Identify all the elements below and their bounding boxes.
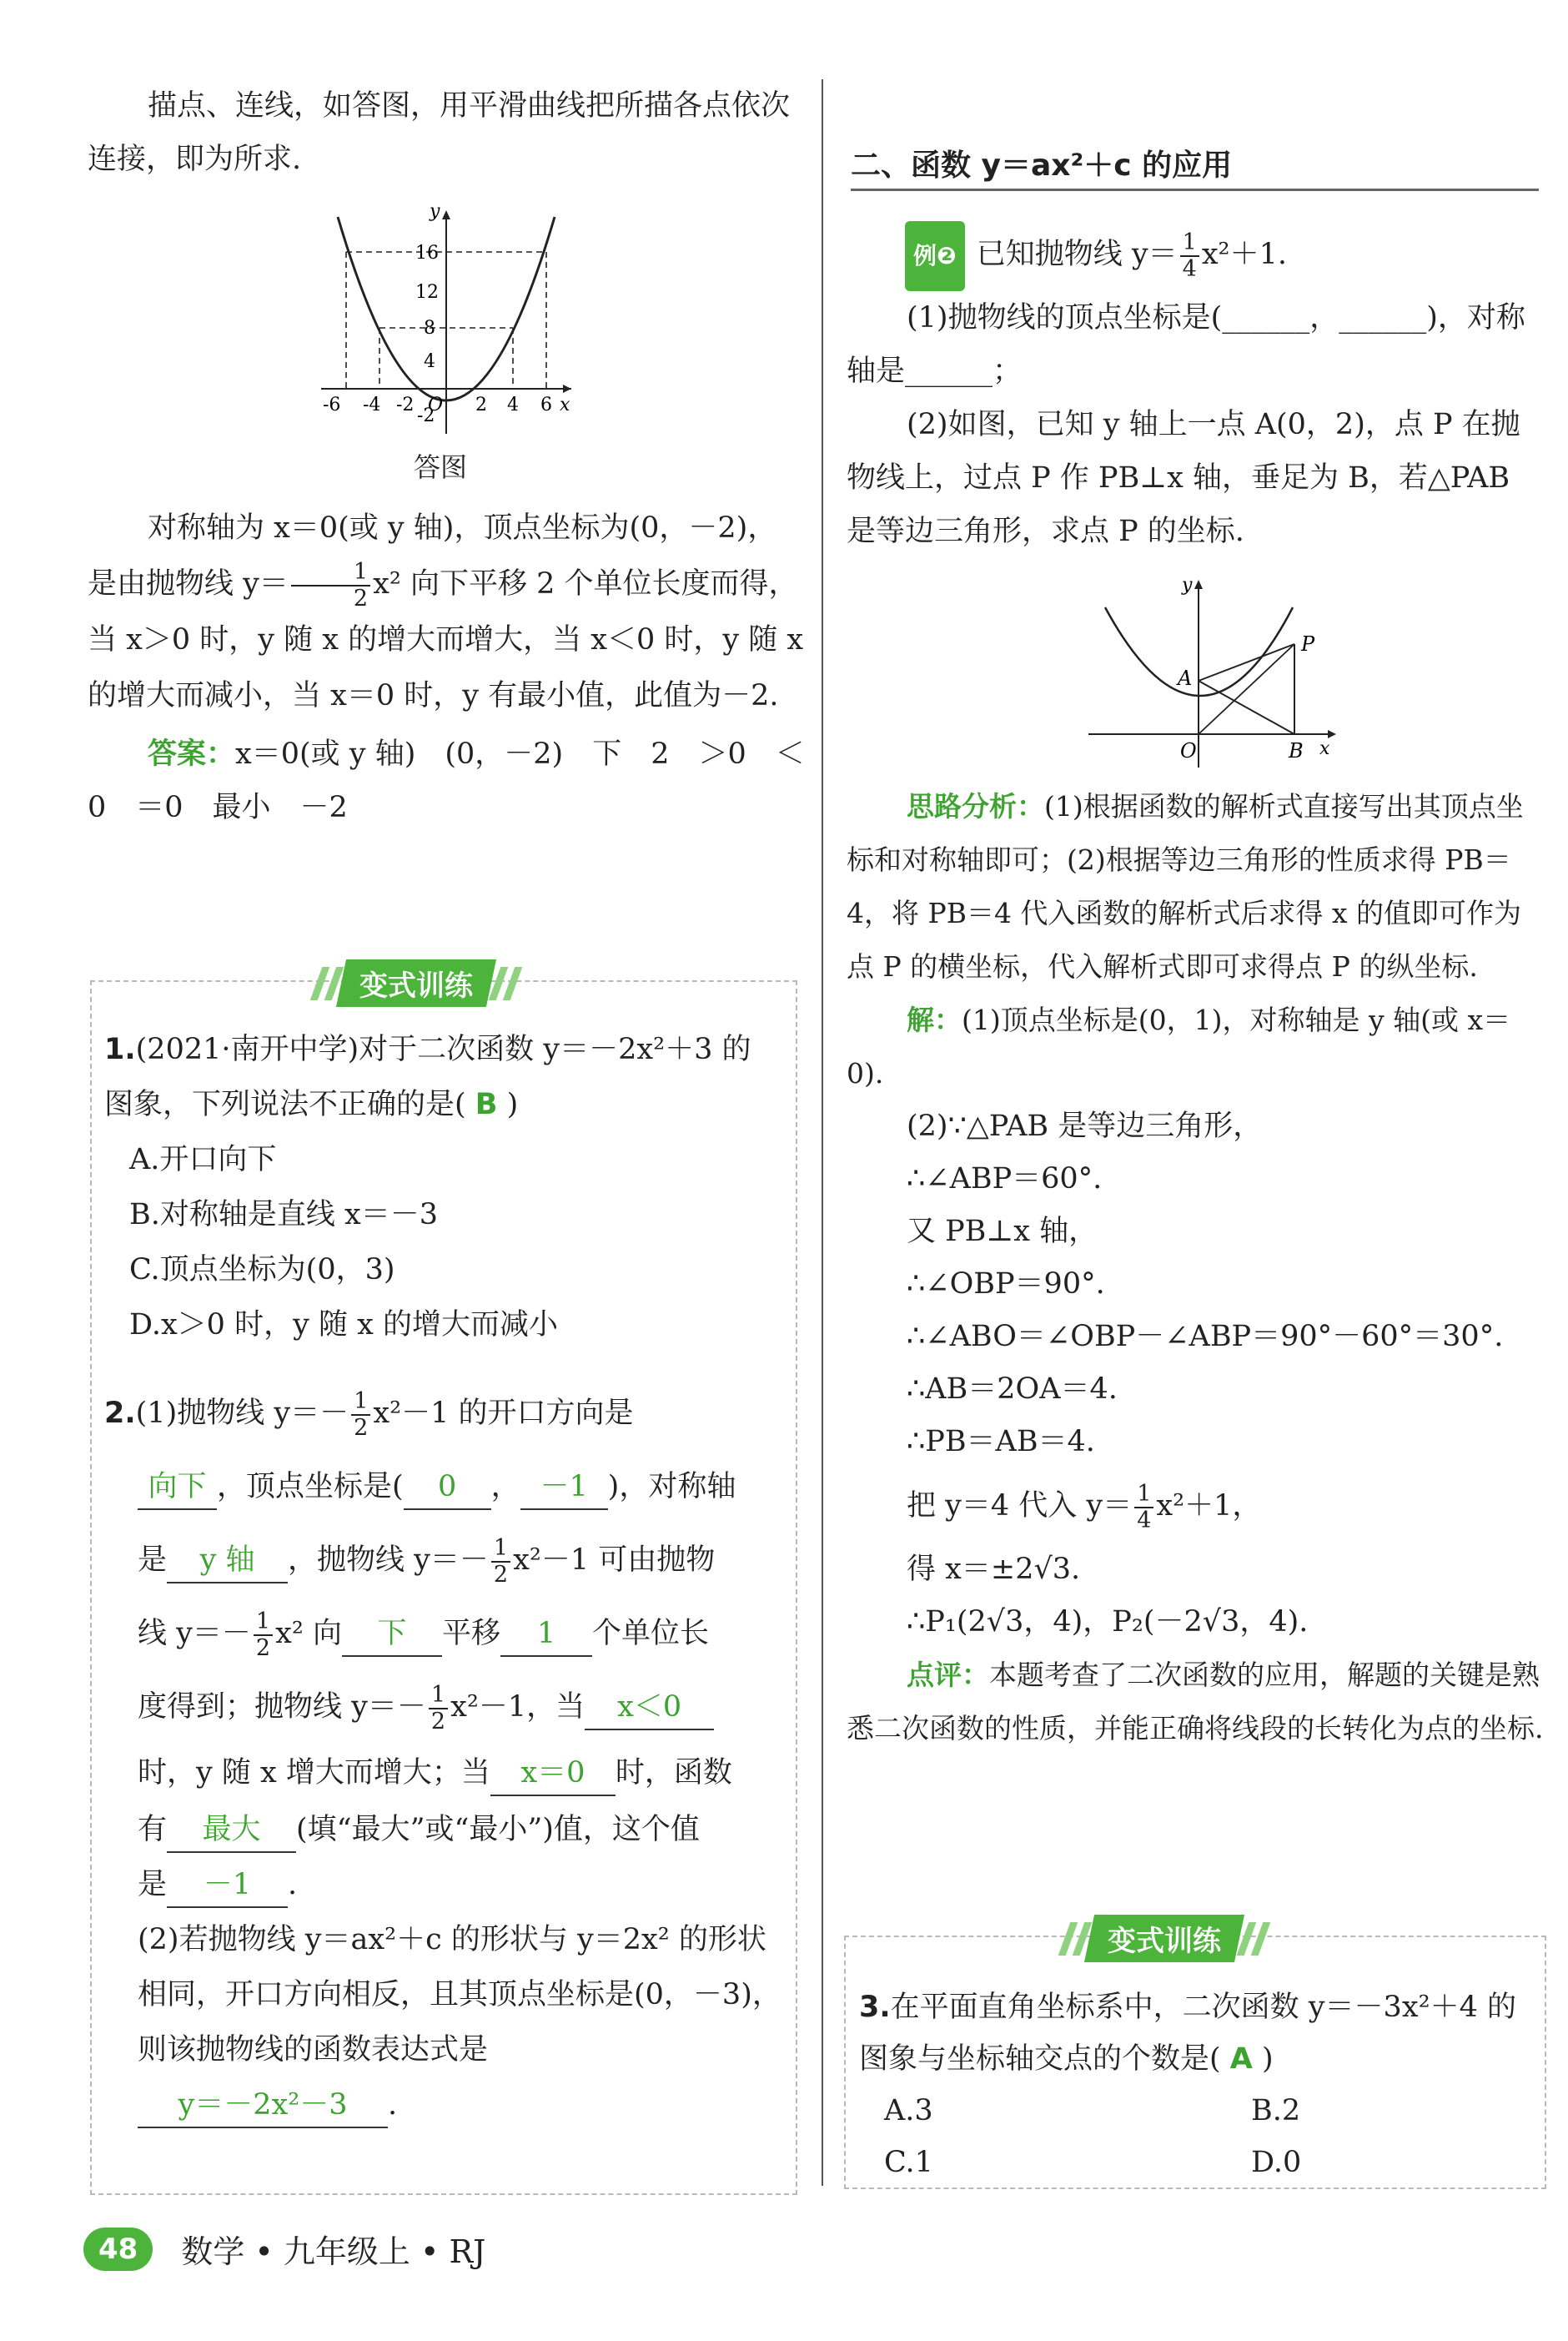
fraction-half: $\frac{1}{2}$ <box>254 1609 273 1661</box>
example-part1: (1)抛物线的顶点坐标是(______，______)，对称轴是______； <box>847 301 1525 388</box>
fig-label-y: y <box>1182 576 1193 596</box>
fig-label-A: A <box>1178 667 1193 690</box>
q2-text: ，顶点坐标是( <box>217 1470 404 1503</box>
step-7: ∴PB＝AB＝4. <box>907 1425 1095 1458</box>
question-3-close: ) <box>1262 2042 1274 2076</box>
q2-text: . <box>388 2088 398 2122</box>
q1-option-a: A.开口向下 <box>129 1143 277 1176</box>
question-2-number: 2. <box>104 1397 136 1430</box>
q1-option-d: D.x＞0 时，y 随 x 的增大而减小 <box>129 1308 558 1342</box>
q3-option-b: B.2 <box>1251 2094 1301 2127</box>
question-1 <box>104 1022 780 1352</box>
q3-option-d: D.0 <box>1251 2146 1302 2179</box>
question-2 <box>104 1377 784 2132</box>
tick-origin: O <box>428 395 444 415</box>
question-3-stem: 在平面直角坐标系中，二次函数 y＝－3x²＋4 的图象与坐标轴交点的个数是( <box>859 1991 1516 2076</box>
example-figure <box>1084 576 1359 772</box>
q2-text: 是 <box>138 1543 168 1577</box>
segment-AP <box>1199 644 1294 681</box>
q2-text: 线 y＝－ <box>138 1617 251 1650</box>
q2-text: x²－1，当 <box>450 1690 585 1724</box>
substitute-text: 把 y＝4 代入 y＝ <box>907 1489 1133 1523</box>
page-footer <box>83 2226 485 2272</box>
points-result: ∴P₁(2√3，4)，P₂(－2√3，4). <box>907 1605 1309 1639</box>
solution-label: 解： <box>907 1004 962 1036</box>
fraction-quarter: $\frac{1}{4}$ <box>1180 230 1199 282</box>
blank-function-expression: y＝－2x²－3 <box>138 2083 388 2128</box>
practice-banner-left <box>313 959 520 1007</box>
q2-text: . <box>288 1868 298 1901</box>
answer-label: 答案： <box>148 738 236 771</box>
q2-text: )，对称轴 <box>607 1470 736 1503</box>
q2-text: (填“最大”或“最小”)值，这个值 <box>296 1813 700 1846</box>
q2-text: ，抛物线 y＝－ <box>288 1543 489 1577</box>
y-axis-label: y <box>430 201 440 222</box>
example-text: x²＋1. <box>1201 238 1287 271</box>
q2-text: 有 <box>138 1813 168 1846</box>
fraction-quarter: $\frac{1}{4}$ <box>1134 1482 1153 1533</box>
fraction-half: $\frac{1}{2}$ <box>429 1683 448 1734</box>
left-column <box>88 79 805 186</box>
step-1: (2)∵△PAB 是等边三角形， <box>907 1110 1263 1143</box>
analysis-part-a: 对称轴为 x＝0(或 y 轴)，顶点坐标为(0，－2)，是由抛物线 y＝ <box>88 511 777 601</box>
tick-x-2: 2 <box>475 395 487 415</box>
substitute-text: x²＋1， <box>1156 1489 1262 1523</box>
tick-x-6: 6 <box>540 395 552 415</box>
q2-text: 时，y 随 x 增大而增大；当 <box>138 1756 490 1790</box>
tick-y-4: 4 <box>424 351 435 372</box>
step-2: ∴∠ABP＝60°. <box>907 1162 1103 1196</box>
fig-label-B: B <box>1289 739 1304 763</box>
solution-part1: (1)顶点坐标是(0，1)，对称轴是 y 轴(或 x＝0). <box>847 1004 1511 1090</box>
tick-x-neg2: -2 <box>396 395 415 415</box>
comment-text: 本题考查了二次函数的应用，解题的关键是熟悉二次函数的性质，并能正确将线段的长转化为点的坐标. <box>847 1659 1544 1744</box>
question-3 <box>859 1981 1535 2188</box>
question-1-stem: (2021·南开中学)对于二次函数 y＝－2x²＋3 的图象，下列说法不正确的是( <box>104 1033 751 1121</box>
blank-condition-increase: x＜0 <box>585 1685 714 1730</box>
practice-banner-label: 变式训练 <box>1108 1925 1221 1958</box>
section-title <box>851 142 1539 191</box>
intro-text: 描点、连线，如答图，用平滑曲线把所描各点依次连接，即为所求. <box>88 89 791 176</box>
example-block <box>847 221 1547 558</box>
analysis-text: (1)根据函数的解析式直接写出其顶点坐标和对称轴即可；(2)根据等边三角形的性质求得 PB＝4，将 PB＝4 代入函数的解析式后求得 x 的值即可作为点 P 的横坐标，代入解析式即可求得点 P 的纵坐标. <box>847 790 1524 983</box>
solution-block <box>847 780 1547 1755</box>
step-3: 又 PB⊥x 轴， <box>907 1215 1098 1248</box>
q2-text: 个单位长 <box>592 1617 710 1650</box>
section-title-text: 二、函数 y＝ax²＋c 的应用 <box>851 149 1233 183</box>
fig-label-P: P <box>1301 632 1315 656</box>
fig-label-O: O <box>1180 739 1197 763</box>
question-3-number: 3. <box>859 1991 891 2024</box>
practice-banner-label: 变式训练 <box>359 969 473 1003</box>
tick-y-8: 8 <box>424 318 435 339</box>
fig-label-x: x <box>1319 738 1330 759</box>
q2-part2-text: (2)若抛物线 y＝ax²＋c 的形状与 y＝2x² 的形状相同，开口方向相反，且其顶点坐标是(0，－3)，则该抛物线的函数表达式是 <box>138 1923 781 2067</box>
fraction-half: $\frac{1}{2}$ <box>291 560 370 612</box>
graph-caption: 答图 <box>414 451 468 483</box>
question-1-answer: B <box>475 1088 498 1121</box>
answer-text: x＝0(或 y 轴) (0，－2) 下 2 ＞0 ＜0 ＝0 最小 －2 <box>88 738 805 824</box>
blank-open-direction: 向下 <box>138 1465 217 1510</box>
q2-text: ， <box>490 1470 520 1503</box>
example-text: 已知抛物线 y＝ <box>976 238 1178 271</box>
q2-text: 平移 <box>442 1617 501 1650</box>
analysis-block <box>88 501 805 834</box>
solve-x: 得 x＝±2√3. <box>907 1553 1081 1586</box>
tick-x-neg4: -4 <box>363 395 381 415</box>
example-badge: 例❷ <box>905 221 965 291</box>
example-part2: (2)如图，已知 y 轴上一点 A(0，2)，点 P 在抛物线上，过点 P 作 PB⊥x 轴，垂足为 B，若△PAB 是等边三角形，求点 P 的坐标. <box>847 408 1520 548</box>
question-1-number: 1. <box>104 1033 136 1066</box>
practice-banner-right <box>1061 1915 1268 1962</box>
blank-shift-direction: 下 <box>342 1612 442 1657</box>
page-number: 48 <box>83 2228 153 2271</box>
blank-extreme-value: －1 <box>167 1863 288 1908</box>
q2-text: x²－1 的开口方向是 <box>373 1397 634 1430</box>
fraction-half: $\frac{1}{2}$ <box>491 1536 510 1588</box>
tick-y-12: 12 <box>415 282 439 303</box>
blank-vertex-y: －1 <box>520 1465 608 1510</box>
analysis-label: 思路分析： <box>907 790 1044 823</box>
blank-condition-extreme: x＝0 <box>490 1751 616 1796</box>
comment-label: 点评： <box>907 1659 989 1691</box>
step-4: ∴∠OBP＝90°. <box>907 1267 1105 1301</box>
q2-text: x²－1 可由抛物 <box>513 1543 716 1577</box>
analysis-part-b: x² 向下平移 2 个单位长度而得，当 x＞0 时，y 随 x 的增大而增大，当 x＜0 时，y 随 x 的增大而减小，当 x＝0 时，y 有最小值，此值为－2. <box>88 567 804 712</box>
tick-x-4: 4 <box>507 395 519 415</box>
step-6: ∴AB＝2OA＝4. <box>907 1372 1118 1406</box>
q1-option-c: C.顶点坐标为(0，3) <box>129 1253 395 1286</box>
tick-x-neg6: -6 <box>323 395 341 415</box>
book-title: 数学 • 九年级上 • RJ <box>181 2233 486 2270</box>
q3-option-a: A.3 <box>884 2094 933 2127</box>
x-axis-label: x <box>560 395 570 415</box>
q2-text: (1)抛物线 y＝－ <box>135 1397 349 1430</box>
question-1-close: ) <box>506 1088 519 1121</box>
graph-answer-figure <box>304 200 588 451</box>
q3-option-c: C.1 <box>884 2146 933 2179</box>
tick-y-neg2: -2 <box>417 405 435 426</box>
q2-text: 是 <box>138 1868 168 1901</box>
fraction-half: $\frac{1}{2}$ <box>351 1389 370 1441</box>
q1-option-b: B.对称轴是直线 x＝－3 <box>129 1198 438 1231</box>
blank-shift-units: 1 <box>500 1612 592 1657</box>
step-5: ∴∠ABO＝∠OBP－∠ABP＝90°－60°＝30°. <box>907 1320 1504 1353</box>
q2-text: x² 向 <box>275 1617 342 1650</box>
question-3-answer: A <box>1229 2042 1253 2076</box>
blank-symmetry-axis: y 轴 <box>167 1538 288 1583</box>
q2-text: 度得到；抛物线 y＝－ <box>138 1690 426 1724</box>
column-divider <box>822 79 823 2186</box>
tick-y-16: 16 <box>415 243 439 264</box>
q2-text: 时，函数 <box>615 1756 732 1790</box>
blank-max-min: 最大 <box>167 1808 296 1853</box>
blank-vertex-x: 0 <box>404 1465 491 1510</box>
